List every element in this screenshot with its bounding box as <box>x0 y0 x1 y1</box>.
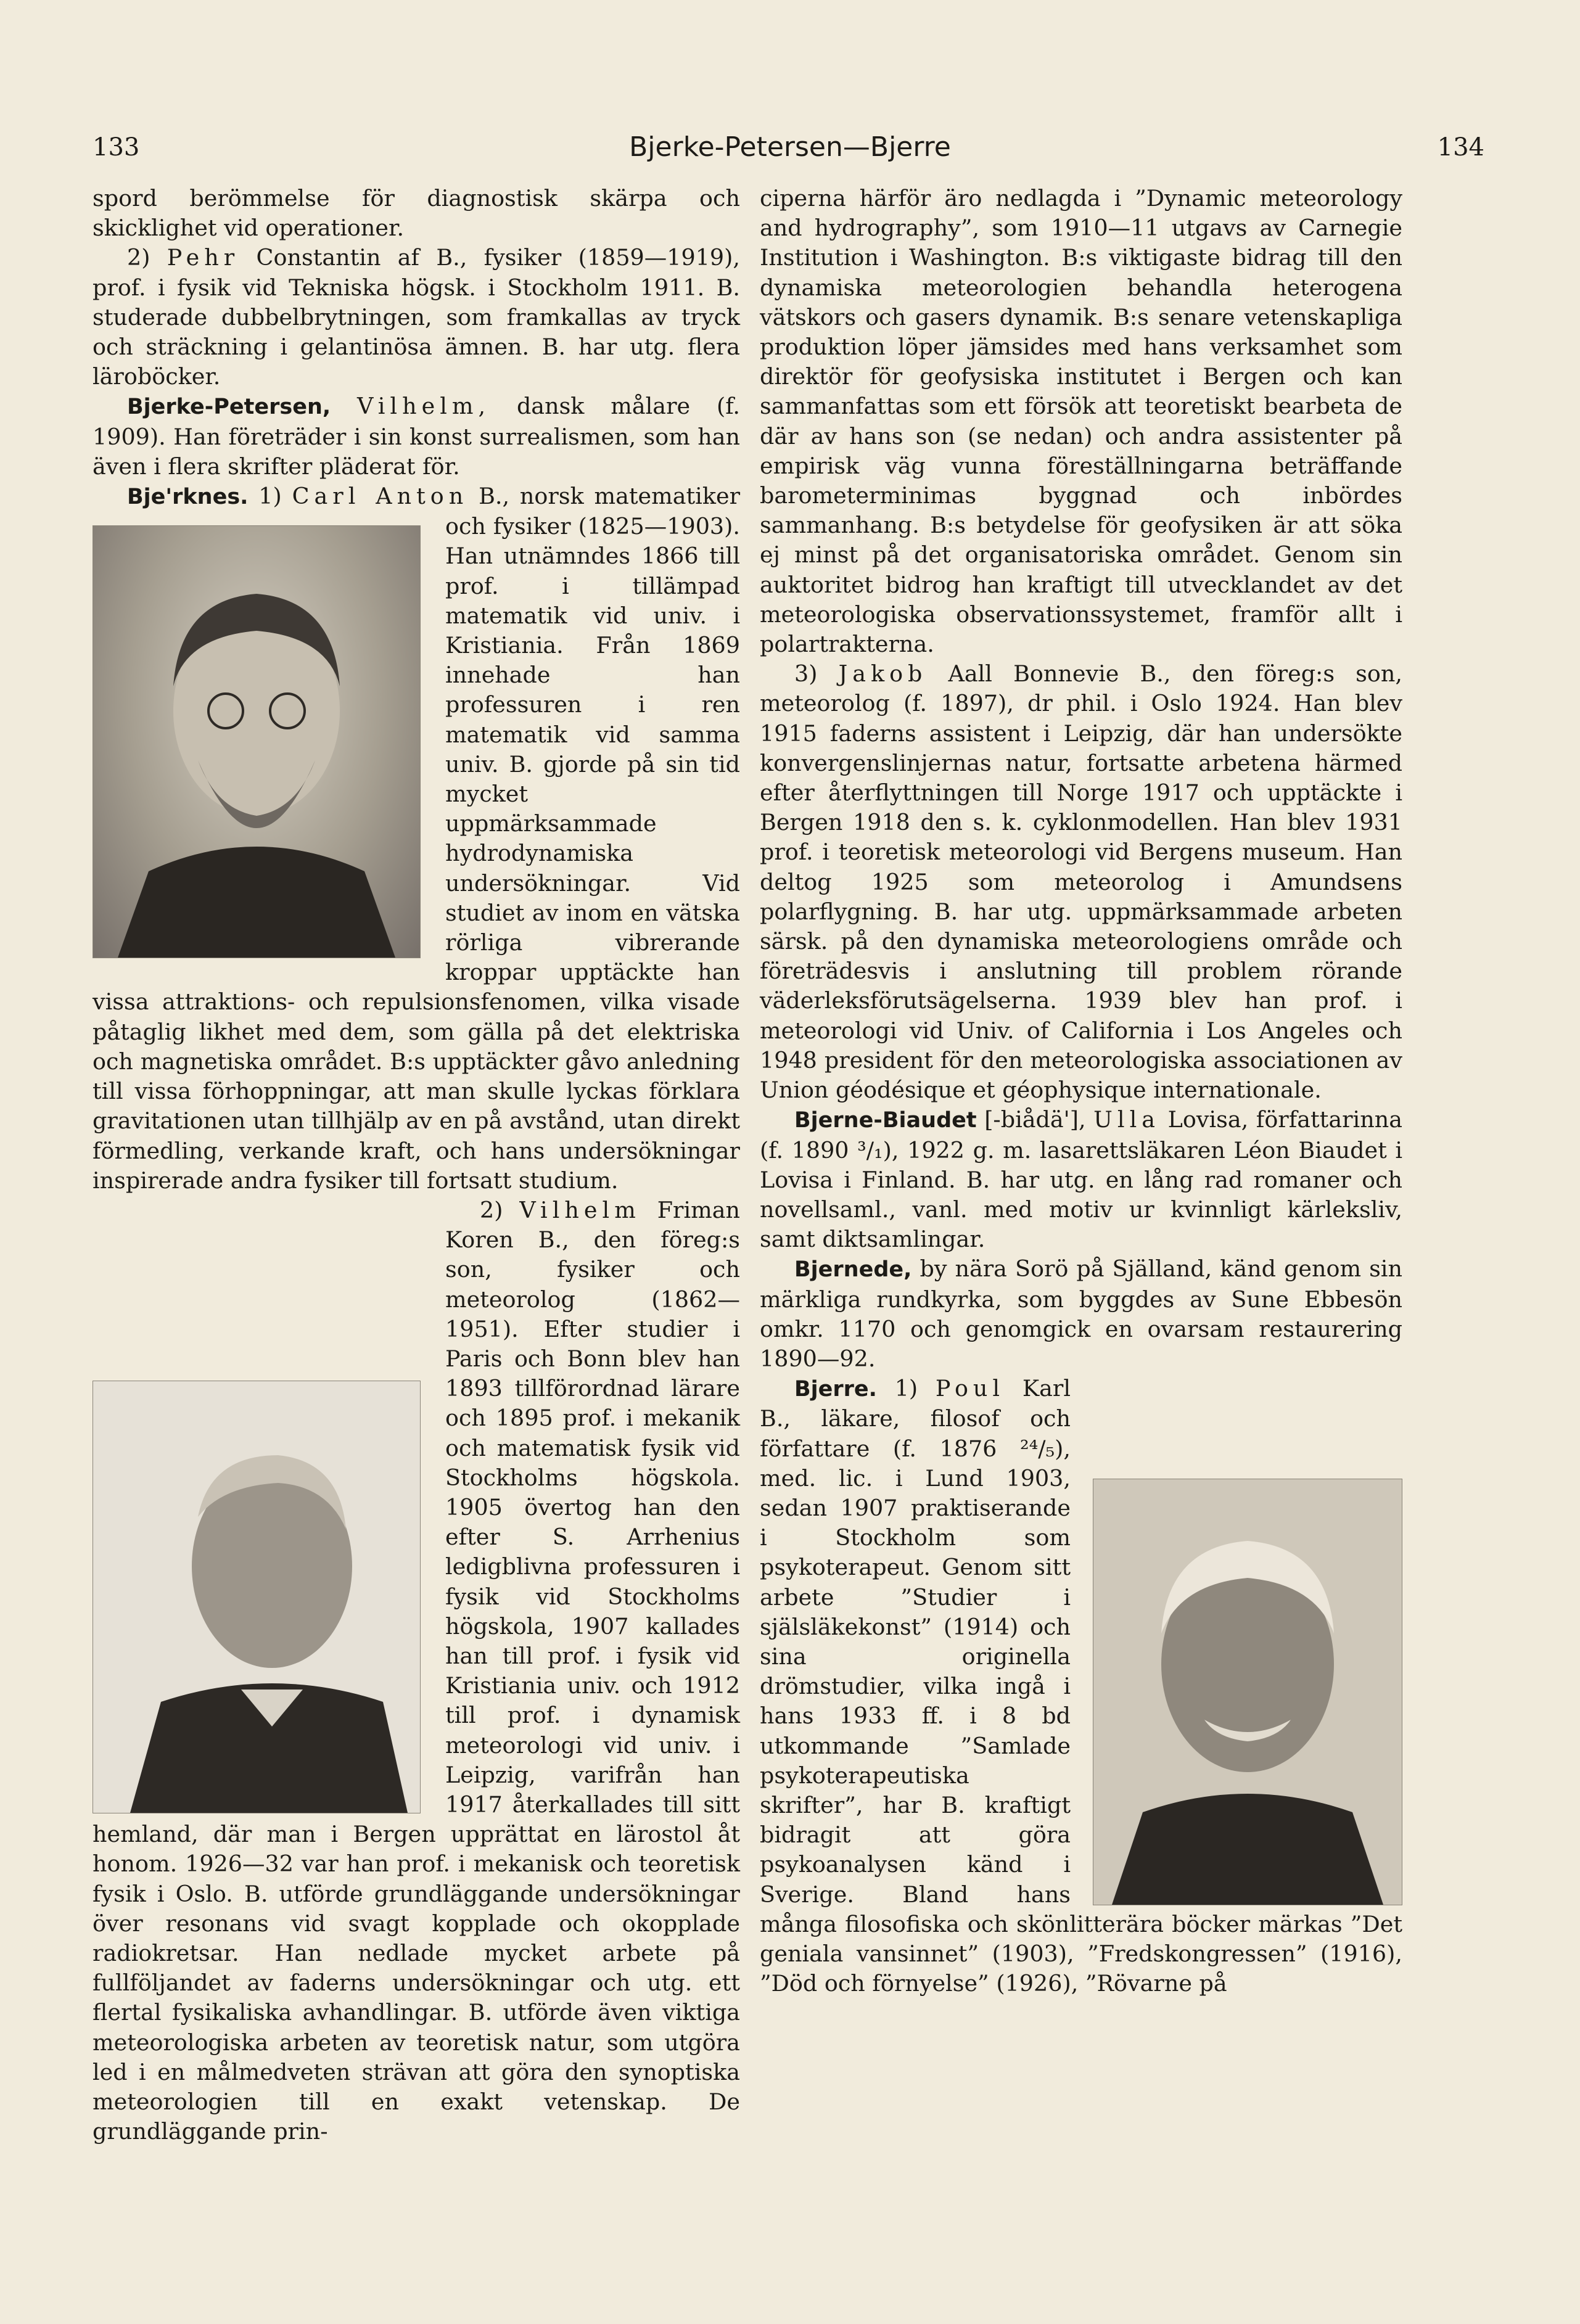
entry-name: Poul <box>935 1375 1005 1402</box>
entry-name: Vilhelm, <box>357 393 491 420</box>
entry-text: Lovisa, författarinna (f. 1890 ³/₁), 1922 g. m. lasarettsläkaren Léon Biaudet i Lovisa i Finland. B. har utg. en lång rad romaner och novellsaml., vanl. med motiv ur kvinnligt kärleksliv, samt diktsamlingar. <box>760 1106 1403 1253</box>
entry-number: 3) <box>794 660 818 688</box>
photo-portrait <box>1093 1479 1402 1905</box>
entry-number: 1) <box>258 483 282 510</box>
entry <box>93 392 740 482</box>
entry-text: Aall Bonnevie B., den föreg:s son, meteorolog (f. 1897), dr phil. i Oslo 1924. Han blev 1915 faderns assistent i Leipzig, där han undersökte konvergenslinjernas natur, fortsatte arbetena härmed efter återflyttningen till Norge 1917 och upptäckte i Bergen 1918 den s. k. cyklonmodellen. Han blev 1931 prof. i teoretisk meteorologi vid Bergens museum. Han deltog 1925 som meteorolog i Amundsens polarflygning. B. har utg. uppmärksammade arbeten särsk. på den dynamiska meteorologiens område och företrädesvis i anslutning till problem rörande väderleksförutsägelserna. 1939 blev han prof. i meteorologi vid Univ. of California i Los Angeles och 1948 president för den meteorologiska associationen av Union géodésique et géophysique internationale. <box>760 660 1402 1104</box>
paragraph-text: spord berömmelse för diagnostisk skärpa och skicklighet vid operationer. <box>93 185 740 242</box>
entry-headword: Bjerne-Biaudet <box>794 1108 977 1133</box>
entry-text: Karl B., läkare, filosof och författare (f. 1876 ²⁴/₅), med. lic. i Lund 1903, sedan 1907 praktiserande i Stockholm som psykoterapeut. Genom sitt arbete ”Studier i själsläkekonst” (1914) och sina originella drömstudier, vilka ingå i hans 1933 ff. i 8 bd utkommande ”Samlade psykoterapeutiska skrifter”, har B. kraftigt bidragit att göra psykoanalysen känd i Sverige. Bland hans många filosofiska och skönlitterära böcker märkas ”Det geniala vansinnet” (1903), ”Fredskongressen” (1916), ”Död och förnyelse” (1926), ”Rövarne på <box>760 1375 1402 1997</box>
entry-text: B., norsk matematiker och fysiker (1825—1903). Han utnämndes 1866 till prof. i tillämpad matematik vid univ. i Kristiania. Från 1869 innehade han professuren i ren matematik vid samma univ. B. gjorde på sin tid mycket uppmärksammade hydrodynamiska undersökningar. Vid studiet av inom en vätska rörliga vibrerande kroppar upptäckte han vissa attraktions- och repulsionsfenomen, vilka visade påtaglig likhet med dem, som gälla på det elektriska och magnetiska området. B:s upptäckter gåvo anledning till vissa förhoppningar, att man skulle lyckas förklara gravitationen utan tillhjälp av en på avstånd, utan direkt förmedling, verkande kraft, och hans undersökningar inspirerade andra fysiker till fortsatt studium. <box>93 483 741 1194</box>
entry <box>760 1254 1402 1374</box>
entry <box>93 482 740 1196</box>
entry-number: 2) <box>127 244 150 271</box>
entry <box>93 1196 740 2147</box>
entry-headword: Bjernede, <box>794 1257 912 1283</box>
entry-name: Pehr <box>167 244 240 271</box>
paragraph <box>93 184 740 243</box>
entry-number: 2) <box>480 1196 503 1223</box>
entry-text: dansk målare (f. 1909). Han företräder i sin konst surrealismen, som han även i flera skrifter pläderat för. <box>93 393 740 480</box>
entry-headword: Bjerke-Petersen, <box>127 395 331 420</box>
entry-headword: Bjerre. <box>794 1377 877 1402</box>
paragraph <box>93 243 740 392</box>
entry-name: Ulla <box>1093 1106 1161 1133</box>
photo-portrait <box>93 525 421 958</box>
page-number-right: 134 <box>1437 133 1484 162</box>
entry-name: Carl Anton <box>292 483 469 510</box>
entry-text: by nära Sorö på Själland, känd genom sin märkliga rundkyrka, som byggdes av Sune Ebbesön omkr. 1170 och genomgick en ovarsam restaurering 1890—92. <box>760 1255 1402 1372</box>
running-title: Bjerke-Petersen—Bjerre <box>629 131 951 163</box>
entry <box>760 1374 1402 1998</box>
portrait-image <box>93 526 420 958</box>
page-number-left: 133 <box>93 133 140 162</box>
entry-text: Friman Koren B., den föreg:s son, fysiker och meteorolog (1862—1951). Efter studier i Paris och Bonn blev han 1893 tillförordnad lärare och 1895 prof. i mekanik och matematisk fysik vid Stockholms högskola. 1905 övertog han den efter S. Arrhenius ledigblivna professuren i fysik vid Stockholms högskola, 1907 kallades han till prof. i fysik vid Kristiania univ. och 1912 till prof. i dynamisk meteorologi vid univ. i Leipzig, varifrån han 1917 återkallades till sitt hemland, där man i Bergen upprättat en lärostol åt honom. 1926—32 var han prof. i mekanisk och teoretisk fysik i Oslo. B. utförde grundläggande undersökningar över resonans vid svagt kopplade och okopplade radiokretsar. Han nedlade mycket arbete på fullföljandet av faderns undersökningar och utg. ett flertal fysikaliska avhandlingar. B. utförde även viktiga meteorologiska arbeten av teoretisk natur, som utgöra led i en målmedveten strävan att göra den synoptiska meteorologien till en exakt vetenskap. De grundläggande prin- <box>93 1196 741 2145</box>
entry-headword: Bje'rknes. <box>127 485 249 510</box>
entry <box>760 1105 1402 1254</box>
paragraph-text: ciperna härför äro nedlagda i ”Dynamic meteorology and hydrography”, som 1910—11 utgavs av Carnegie Institution i Washington. B:s viktigaste bidrag till den dynamiska meteorologien behandla heterogena vätskors och gasers dynamik. B:s senare vetenskapliga produktion löper jämsides med hans verksamhet som direktör för geofysiska institutet i Bergen och kan sammanfattas som ett försök att teoretiskt bearbeta de där av hans son (se nedan) och andra assistenter på empirisk väg vunna föreställningarna beträffande barometerminimas byggnad och inbördes sammanhang. B:s betydelse för geofysiken är att söka ej minst på det organisatoriska området. Genom sin auktoritet bidrog han kraftigt till utvecklandet av det meteorologiska observationssystemet, framför allt i polartrakterna. <box>760 185 1402 658</box>
entry-number: 1) <box>894 1375 918 1402</box>
right-column <box>760 184 1402 1998</box>
entry <box>760 659 1402 1105</box>
paragraph <box>760 184 1402 659</box>
portrait-image <box>93 1381 420 1813</box>
left-column <box>93 184 740 2146</box>
portrait-image <box>1093 1479 1402 1905</box>
photo-portrait <box>93 1381 421 1813</box>
pronunciation: [-biådä'], <box>984 1106 1086 1133</box>
entry-name: Jakob <box>838 660 928 688</box>
entry-text: Constantin af B., fysiker (1859—1919), prof. i fysik vid Tekniska högsk. i Stockholm 1911. B. studerade dubbelbrytningen, som framkallas av tryck och sträckning i gelantinösa ämnen. B. har utg. flera läroböcker. <box>93 244 740 390</box>
entry-name: Vilhelm <box>519 1196 641 1223</box>
